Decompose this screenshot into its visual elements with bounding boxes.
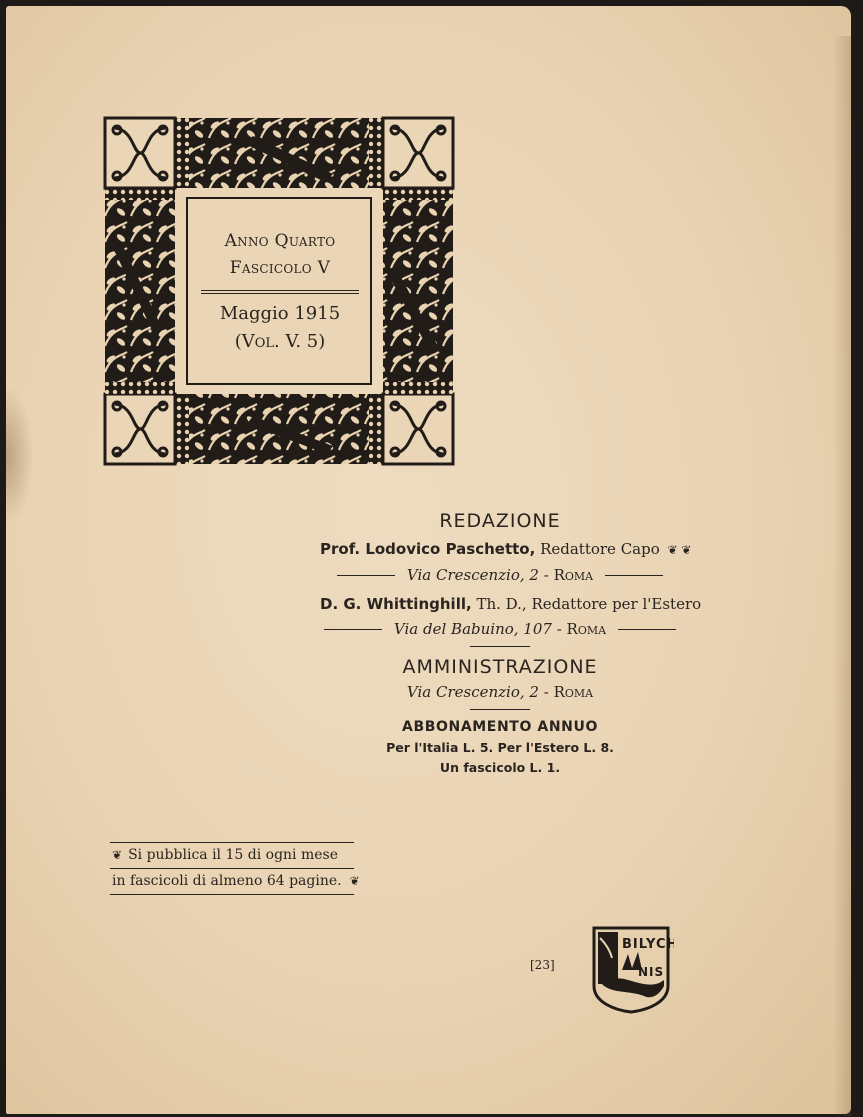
- leaf-ornament-icon: ❦: [349, 874, 360, 888]
- editor2-role: Th. D., Redattore per l'Estero: [476, 595, 702, 613]
- editor2-city: Roma: [566, 620, 607, 638]
- amministrazione-address-row: [320, 681, 680, 703]
- amministrazione-address: Via Crescenzio, 2 -: [406, 683, 549, 701]
- editor1-address-row: [320, 564, 680, 586]
- leaf-ornament-icon: ❦ ❦: [667, 543, 692, 557]
- volume-label: (Vol. V. 5): [234, 331, 326, 352]
- address-dash-right: [618, 629, 676, 630]
- publication-note: [110, 842, 360, 895]
- address-dash-right: [605, 575, 663, 576]
- section-divider: [470, 709, 530, 710]
- address-dash-left: [324, 629, 382, 630]
- editor1-city: Roma: [553, 566, 594, 584]
- publication-line-1: [110, 842, 354, 869]
- editor1-address: Via Crescenzio, 2 -: [406, 566, 549, 584]
- publication-text-2: in fascicoli di almeno 64 pagine.: [112, 873, 342, 889]
- frame-center-text: [191, 202, 369, 382]
- publication-line-2: [110, 869, 360, 895]
- editor2-name: D. G. Whittinghill,: [320, 595, 472, 613]
- editor2-address-row: [320, 618, 680, 640]
- abbonamento-heading: ABBONAMENTO ANNUO: [402, 719, 598, 735]
- leaf-ornament-icon: ❦: [112, 848, 123, 862]
- editor2-address: Via del Babuino, 107 -: [393, 620, 562, 638]
- logo-text-bottom: NIS: [638, 965, 665, 979]
- paper-edge-shadow: [833, 36, 851, 1116]
- page-number: [23]: [530, 958, 555, 972]
- editor1-name: Prof. Lodovico Paschetto,: [320, 540, 536, 558]
- issue-date: Maggio 1915: [219, 303, 341, 324]
- frame-double-rule: [201, 290, 359, 294]
- foreign-editor: [320, 592, 702, 616]
- address-dash-left: [337, 575, 395, 576]
- ornamental-frame: [103, 116, 455, 466]
- single-issue-price: Un fascicolo L. 1.: [439, 760, 561, 775]
- redazione-heading: REDAZIONE: [439, 510, 561, 532]
- anno-label: Anno Quarto: [224, 231, 336, 251]
- fascicolo-label: Fascicolo V: [229, 258, 331, 278]
- logo-text-top: BILYCH: [622, 937, 674, 952]
- bilychnis-logo: [588, 924, 674, 1014]
- editor1-role: Redattore Capo: [540, 540, 660, 558]
- amministrazione-city: Roma: [553, 683, 594, 701]
- editor-in-chief: [320, 537, 692, 562]
- editorial-info: [320, 507, 702, 778]
- subscription-prices: Per l'Italia L. 5. Per l'Estero L. 8.: [386, 740, 614, 755]
- amministrazione-heading: AMMINISTRAZIONE: [402, 656, 598, 678]
- paper-stain: [6, 386, 34, 526]
- section-divider: [470, 646, 530, 647]
- publication-text-1: Si pubblica il 15 di ogni mese: [128, 847, 339, 863]
- logo-graphic: [588, 924, 674, 1014]
